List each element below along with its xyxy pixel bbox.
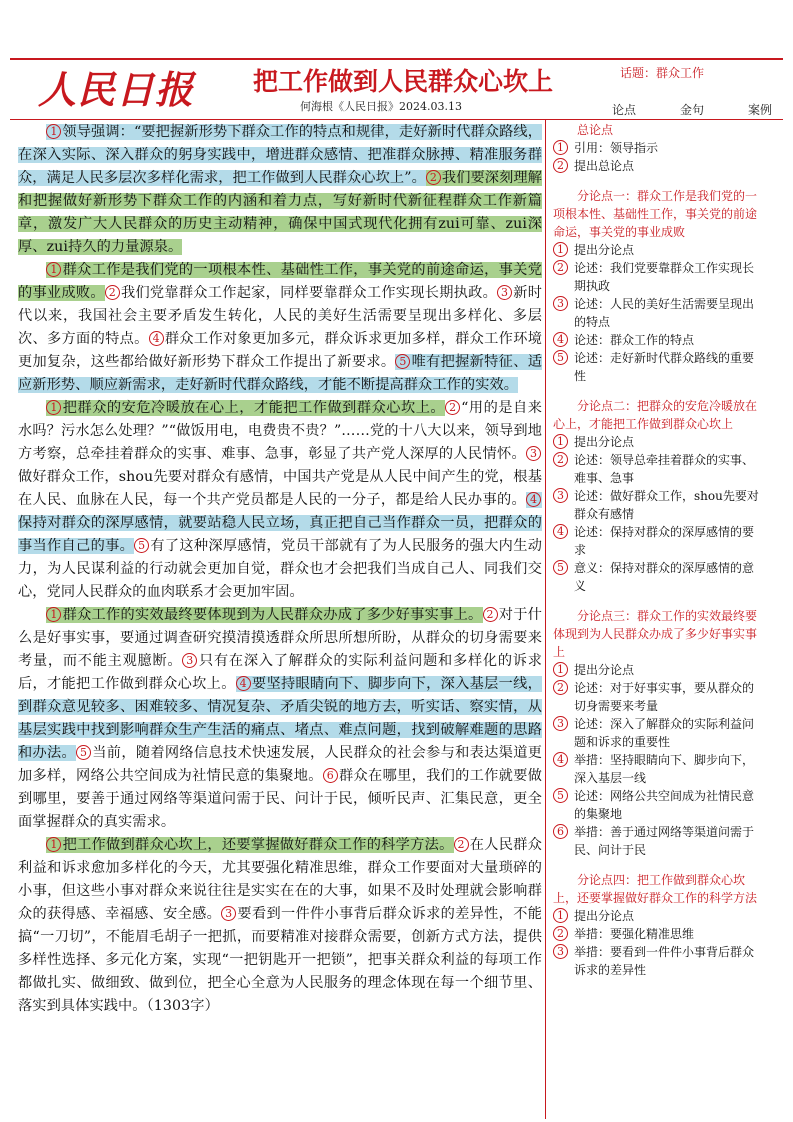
outline-item xyxy=(553,451,763,487)
number-marker-icon: 6 xyxy=(323,768,338,783)
sentence-text: 把群众的安危冷暖放在心上，才能把工作做到群众心坎上。 xyxy=(62,400,446,416)
outline-sidebar xyxy=(553,121,763,991)
outline-item-text: 论述：保持对群众的深厚感情的要求 xyxy=(574,525,755,557)
sentence xyxy=(18,906,542,1014)
number-marker-icon: 3 xyxy=(553,296,568,311)
outline-item xyxy=(553,823,763,859)
sentence-text: 把工作做到群众心坎上，还要掌握做好群众工作的科学方法。 xyxy=(62,837,454,853)
outline-item xyxy=(553,751,763,787)
number-marker-icon: 3 xyxy=(553,488,568,503)
article-paragraph xyxy=(18,397,542,604)
number-marker-icon: 3 xyxy=(221,906,236,921)
sentence-text: 只有在深入了解群众的实际利益问题和多样化的诉求后，才能把工作做到群众心坎上。 xyxy=(18,653,542,692)
outline-item xyxy=(553,943,763,979)
sentence xyxy=(46,400,445,416)
number-marker-icon: 2 xyxy=(553,158,568,173)
sentence-text: 群众工作是我们党的一项根本性、基础性工作，事关党的前途命运，事关党的事业成败。 xyxy=(18,262,542,301)
outline-heading: 分论点四：把工作做到群众心坎上，还要掌握做好群众工作的科学方法 xyxy=(553,873,758,905)
sentence-text: 我们党靠群众工作起家，同样要靠群众工作实现长期执政。 xyxy=(120,285,498,301)
sentence-text: 对于什么是好事实事，要通过调查研究摸清摸透群众所思所想所盼，从群众的切身需要来考量，而不能主观臆断。 xyxy=(18,607,542,669)
outline-heading: 分论点三：群众工作的实效最终要体现到为人民群众办成了多少好事实事上 xyxy=(553,609,758,659)
top-rule xyxy=(10,58,783,60)
number-marker-icon: 4 xyxy=(236,676,251,691)
outline-heading: 总论点 xyxy=(577,123,614,137)
number-marker-icon: 1 xyxy=(46,607,61,622)
number-marker-icon: 2 xyxy=(553,452,568,467)
number-marker-icon: 1 xyxy=(46,124,61,139)
outline-item-text: 举措：坚持眼睛向下、脚步向下，深入基层一线 xyxy=(574,753,755,785)
outline-item-text: 论述：做好群众工作，shou先要对群众有感情 xyxy=(574,489,759,521)
sentence-text: 群众工作的实效最终要体现到为人民群众办成了多少好事实事上。 xyxy=(62,607,483,623)
number-marker-icon: 3 xyxy=(553,944,568,959)
outline-item-text: 举措：要强化精准思维 xyxy=(574,927,695,941)
number-marker-icon: 2 xyxy=(445,400,460,415)
byline: 何海根《人民日报》2024.03.13 xyxy=(300,100,462,113)
tab-arguments[interactable]: 论点 xyxy=(612,103,637,117)
outline-item-text: 举措：要看到一件件小事背后群众诉求的差异性 xyxy=(574,945,755,977)
number-marker-icon: 5 xyxy=(553,350,568,365)
number-marker-icon: 1 xyxy=(46,262,61,277)
number-marker-icon: 3 xyxy=(553,716,568,731)
outline-item xyxy=(553,157,763,175)
number-marker-icon: 4 xyxy=(553,524,568,539)
tab-quotes[interactable]: 金句 xyxy=(679,103,704,117)
outline-item-text: 论述：我们党要靠群众工作实现长期执政 xyxy=(574,261,755,293)
outline-item xyxy=(553,331,763,349)
sentence-text: 有了这种深厚感情，党员干部就有了为人民服务的强大内生动力，为人民谋利益的行动就会更加自觉，群众也才会把我们当成自己人、同我们交心，党同人民群众的血肉联系才会更加牢固。 xyxy=(18,538,543,600)
number-marker-icon: 2 xyxy=(483,607,498,622)
number-marker-icon: 5 xyxy=(134,538,149,553)
number-marker-icon: 1 xyxy=(553,434,568,449)
article-paragraph xyxy=(18,834,542,1018)
outline-item-text: 引用：领导指示 xyxy=(574,141,659,155)
outline-item-text: 提出分论点 xyxy=(574,435,635,449)
number-marker-icon: 1 xyxy=(553,662,568,677)
outline-item-text: 提出总论点 xyxy=(574,159,635,173)
number-marker-icon: 2 xyxy=(553,680,568,695)
number-marker-icon: 3 xyxy=(497,285,512,300)
sentence xyxy=(105,285,497,301)
outline-item xyxy=(553,787,763,823)
outline-section xyxy=(553,187,763,385)
outline-item xyxy=(553,259,763,295)
number-marker-icon: 2 xyxy=(553,926,568,941)
sentence-text: 新时代以来，我国社会主要矛盾发生转化，人民的美好生活需要呈现出多样化、多层次、多方面的特点。 xyxy=(18,285,542,347)
sentence-text: 保持对群众的深厚感情，就要站稳人民立场，真正把自己当作群众一员，把群众的事当作自己的事。 xyxy=(18,515,542,554)
outline-heading: 分论点一：群众工作是我们党的一项根本性、基础性工作，事关党的前途命运，事关党的事业成败 xyxy=(553,189,758,239)
header-rule xyxy=(10,119,783,120)
outline-item-text: 举措：善于通过网络等渠道问需于民、问计于民 xyxy=(574,825,755,857)
outline-item xyxy=(553,487,763,523)
outline-section xyxy=(553,121,763,175)
sentence-text: 要坚持眼睛向下、脚步向下，深入基层一线，到群众意见较多、困难较多、情况复杂、矛盾尖锐的地方去，听实话、察实情，从基层实践中找到影响群众生产生活的痛点、堵点、难点问题，找到破解难题的思路和办法。 xyxy=(18,676,542,761)
number-marker-icon: 4 xyxy=(149,331,164,346)
outline-section xyxy=(553,397,763,595)
number-marker-icon: 5 xyxy=(395,354,410,369)
number-marker-icon: 1 xyxy=(553,242,568,257)
sentence-text: “用的是自来水吗？污水怎么处理？”“做饭用电，电费贵不贵？”……党的十八大以来，领导到地方考察，总牵挂着群众的实事、难事、急事，彰显了共产党人深厚的人民情怀。 xyxy=(18,400,542,462)
number-marker-icon: 3 xyxy=(182,653,197,668)
topic-label: 话题：群众工作 xyxy=(620,66,705,80)
outline-item xyxy=(553,715,763,751)
outline-item-text: 论述：网络公共空间成为社情民意的集聚地 xyxy=(574,789,755,821)
sentence-text: 群众在哪里，我们的工作就要做到哪里，要善于通过网络等渠道问需于民、问计于民，倾听民声、汇集民意，更全面掌握群众的真实需求。 xyxy=(18,768,542,830)
number-marker-icon: 5 xyxy=(553,560,568,575)
outline-item xyxy=(553,139,763,157)
number-marker-icon: 3 xyxy=(526,446,541,461)
article-paragraph xyxy=(18,259,542,397)
sentence-text: 做好群众工作，shou先要对群众有感情，中国共产党是从人民中间产生的党，根基在人民、血脉在人民，每一个共产党员都是人民的一分子，都是给人民办事的。 xyxy=(18,469,542,508)
number-marker-icon: 6 xyxy=(553,824,568,839)
page-title: 把工作做到人民群众心坎上 xyxy=(252,67,553,96)
category-tabs xyxy=(612,101,772,118)
column-divider xyxy=(545,119,546,1119)
newspaper-logo: 人民日报 xyxy=(38,67,195,112)
outline-item-text: 提出分论点 xyxy=(574,663,635,677)
number-marker-icon: 4 xyxy=(526,492,541,507)
outline-item xyxy=(553,349,763,385)
outline-section xyxy=(553,607,763,859)
number-marker-icon: 5 xyxy=(76,745,91,760)
article-paragraph xyxy=(18,121,542,259)
sentence-text: 在人民群众利益和诉求愈加多样化的今天，尤其要强化精准思维，群众工作要面对大量琐碎的小事，但这些小事对群众来说往往是实实在在的大事，如果不及时处理就会影响群众的获得感、幸福感、安全感。 xyxy=(18,837,542,922)
outline-item xyxy=(553,523,763,559)
number-marker-icon: 1 xyxy=(46,837,61,852)
outline-item xyxy=(553,559,763,595)
number-marker-icon: 2 xyxy=(553,260,568,275)
outline-item-text: 意义：保持对群众的深厚感情的意义 xyxy=(574,561,755,593)
sentence-text: 当前，随着网络信息技术快速发展，人民群众的社会参与和表达渠道更加多样，网络公共空间成为社情民意的集聚地。 xyxy=(18,745,542,784)
sentence-text: 领导强调：“要把握新形势下群众工作的特点和规律，走好新时代群众路线，在深入实际、深入群众的躬身实践中，增进群众感情、把准群众脉搏、精准服务群众，满足人民多层次多样化需求，把工作做到人民群众心坎上”。 xyxy=(18,124,542,186)
number-marker-icon: 2 xyxy=(426,170,441,185)
number-marker-icon: 5 xyxy=(553,788,568,803)
outline-item-text: 提出分论点 xyxy=(574,243,635,257)
outline-item-text: 论述：深入了解群众的实际利益问题和诉求的重要性 xyxy=(574,717,755,749)
outline-item xyxy=(553,433,763,451)
sentence-text: 要看到一件件小事背后群众诉求的差异性，不能搞“一刀切”，不能眉毛胡子一把抓，而要精准对接群众需要，创新方式方法，提供多样性选择、多元化方案，实现“一把钥匙开一把锁”，把事关群众利益的每项工作都做扎实、做细致、做到位，把全心全意为人民服务的理念体现在每一个细节里、落实到具体实践中。（1303字） xyxy=(18,906,542,1014)
sentence-text: 唯有把握新特征、适应新形势、顺应新需求，走好新时代群众路线，才能不断提高群众工作的实效。 xyxy=(18,354,543,393)
number-marker-icon: 2 xyxy=(454,837,469,852)
outline-item xyxy=(553,241,763,259)
outline-item-text: 论述：人民的美好生活需要呈现出的特点 xyxy=(574,297,755,329)
outline-section xyxy=(553,871,763,979)
tab-cases[interactable]: 案例 xyxy=(747,103,772,117)
sentence xyxy=(46,607,482,623)
outline-item xyxy=(553,661,763,679)
outline-heading: 分论点二：把群众的安危冷暖放在心上，才能把工作做到群众心坎上 xyxy=(553,399,758,431)
outline-item-text: 提出分论点 xyxy=(574,909,635,923)
number-marker-icon: 1 xyxy=(46,400,61,415)
outline-item xyxy=(553,679,763,715)
outline-item xyxy=(553,907,763,925)
sentence xyxy=(46,837,453,853)
number-marker-icon: 2 xyxy=(105,285,120,300)
number-marker-icon: 1 xyxy=(553,908,568,923)
sentence-text: 我们要深刻理解和把握做好新形势下群众工作的内涵和着力点，写好新时代新征程群众工作新篇章，激发广大人民群众的历史主动精神，确保中国式现代化拥有zui可靠、zui深厚、zui持久的力量源泉。 xyxy=(18,170,543,255)
outline-item-text: 论述：走好新时代群众路线的重要性 xyxy=(574,351,755,383)
article-paragraph xyxy=(18,604,542,834)
outline-item-text: 论述：对于好事实事，要从群众的切身需要来考量 xyxy=(574,681,755,713)
number-marker-icon: 1 xyxy=(553,140,568,155)
number-marker-icon: 4 xyxy=(553,752,568,767)
outline-item-text: 论述：领导总牵挂着群众的实事、难事、急事 xyxy=(574,453,755,485)
outline-item xyxy=(553,925,763,943)
outline-item-text: 论述：群众工作的特点 xyxy=(574,333,695,347)
article-body xyxy=(18,121,542,1018)
outline-item xyxy=(553,295,763,331)
number-marker-icon: 4 xyxy=(553,332,568,347)
sentence-text: 群众工作对象更加多元，群众诉求更加多样，群众工作环境更加复杂，这些都给做好新形势下群众工作提出了新要求。 xyxy=(18,331,543,370)
